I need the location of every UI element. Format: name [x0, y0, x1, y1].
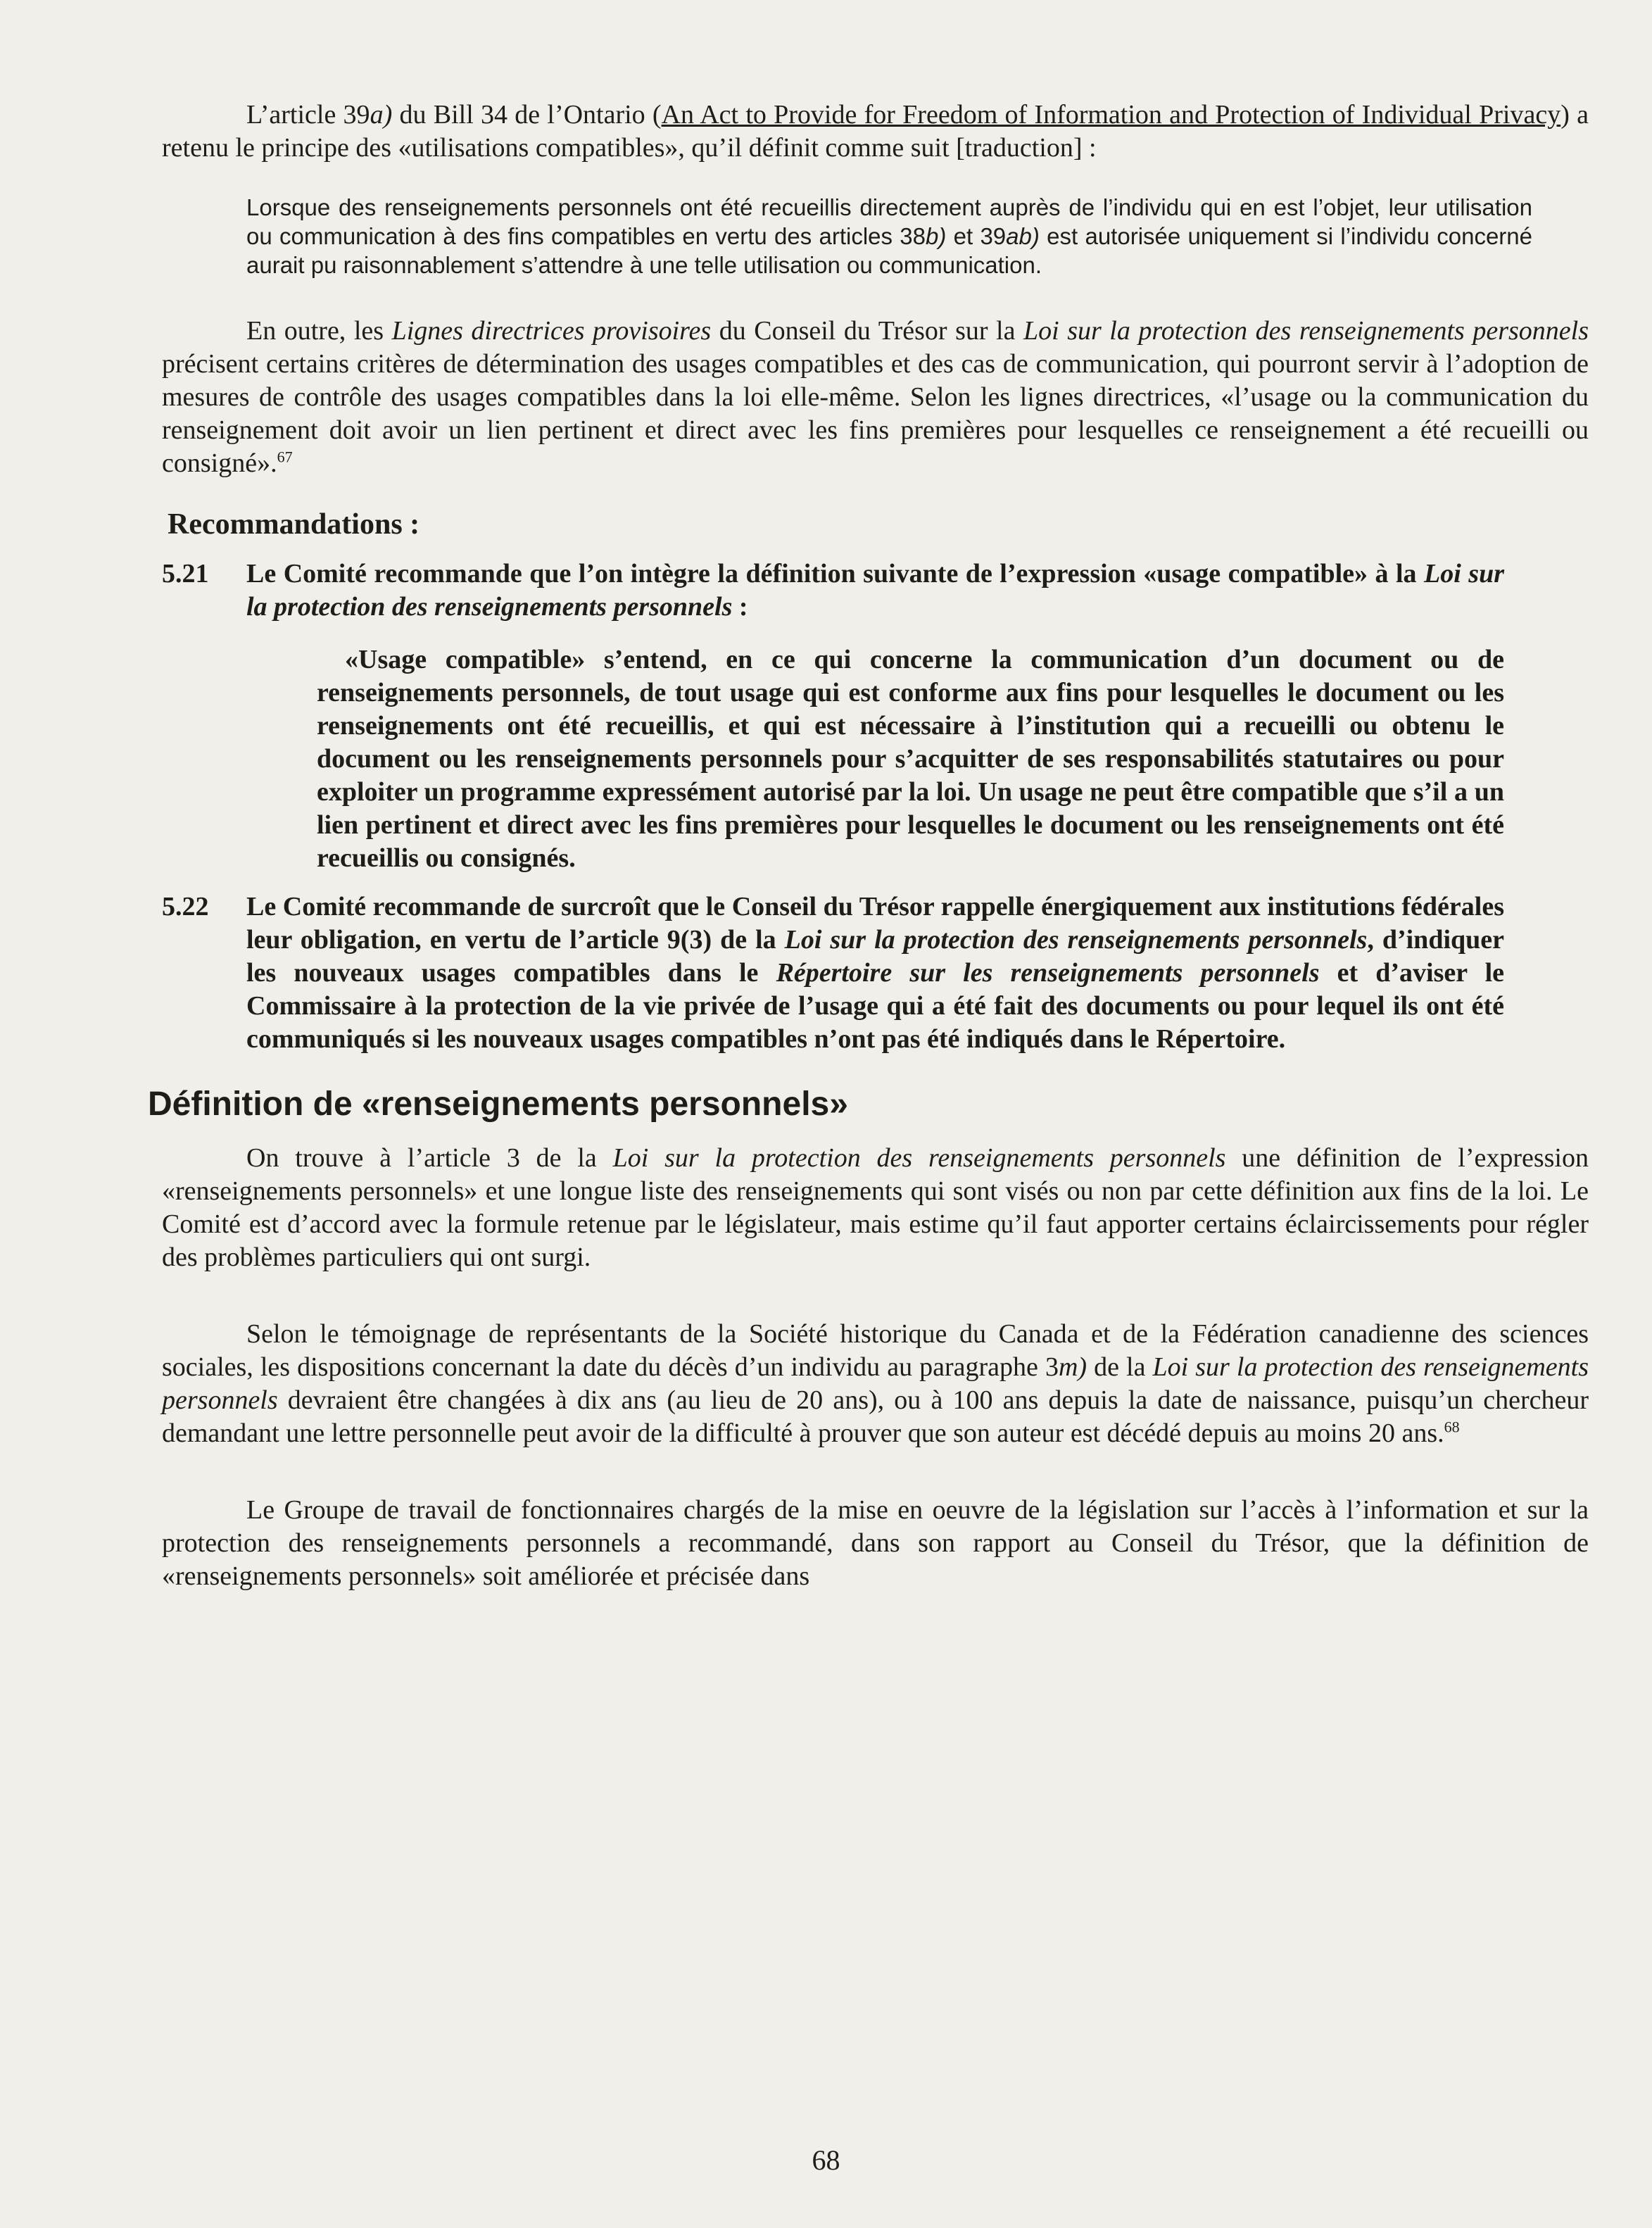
footnote-ref: 68 — [1444, 1418, 1460, 1436]
text: précisent certains critères de détermination des usages compatibles et des cas de communication, qui pourront servir à l’adoption de mesures de contrôle des usages compatibles dans la loi elle-même. Selon les lignes directrices, «l’usage ou la communication du renseignement doit avoir un lien pertinent et direct avec les fins premières pour lesquelles ce renseignement a été recueilli ou consigné». — [162, 349, 1589, 478]
text: de la — [1087, 1352, 1153, 1382]
block-quote-ontario — [246, 193, 1532, 279]
text: Répertoire sur les renseignements personnels — [776, 958, 1320, 988]
footnote-ref: 67 — [277, 448, 293, 466]
compatible-use-definition: «Usage compatible» s’entend, en ce qui concerne la communication d’un document ou de renseignements personnels, de tout usage qui est conforme aux fins pour lesquelles le document ou les renseignements ont été recueillis, et qui est nécessaire à l’institution qui a recueilli ou obtenu le document ou les renseignements personnels pour s’acquitter de ses responsabilités statutaires ou pour exploiter un programme expressément autorisé par la loi. Un usage ne peut être compatible que s’il a un lien pertinent et direct avec les fins premières pour lesquelles le document ou les renseignements ont été recueillis ou consignés. — [317, 645, 1504, 873]
bill-title: An Act to Provide for Freedom of Information and Protection of Individual Privacy — [661, 100, 1561, 130]
text: du Bill 34 de l’Ontario ( — [392, 100, 662, 130]
text: Loi sur la protection des renseignements personnels — [162, 1352, 1589, 1415]
recommendation-number: 5.22 — [162, 892, 209, 921]
recommendation-5-21 — [162, 558, 1589, 624]
text: et 39 — [946, 223, 1007, 249]
text: Lorsque des renseignements personnels ont été recueillis directement auprès de l’individu qui en est l’objet, leur utilisation ou communication à des fins compatibles en vertu des articles 38 — [246, 194, 1532, 249]
text: On trouve à l’article 3 de la — [246, 1143, 613, 1173]
text: Loi sur la protection des renseignements personnels — [784, 925, 1368, 955]
text: Loi sur la protection des renseignements personnels — [1023, 316, 1589, 346]
paragraph-guidelines — [162, 315, 1589, 480]
text: Selon le témoignage de représentants de la Société historique du Canada et de la Fédération canadienne des sciences sociales, les dispositions concernant la date du décès d’un individu au paragraphe 3 — [162, 1319, 1589, 1382]
text: Lignes directrices provisoires — [391, 316, 712, 346]
text: : — [732, 592, 748, 622]
recommendation-5-22 — [162, 890, 1589, 1056]
text: b) — [926, 223, 947, 249]
section-heading: Définition de «renseignements personnels» — [148, 1085, 848, 1123]
paragraph-working-group: Le Groupe de travail de fonctionnaires chargés de la mise en oeuvre de la législation sur l’accès à l’information et sur la protection des renseignements personnels a recommandé, dans son rapport au Conseil du Trésor, que la définition de «renseignements personnels» soit améliorée et précisée dans — [162, 1495, 1589, 1591]
recommendation-text — [246, 558, 1589, 624]
paragraph-historical-society — [162, 1318, 1589, 1450]
recommendation-number: 5.21 — [162, 559, 209, 589]
paragraph-definition — [162, 1142, 1589, 1274]
paragraph-ontario-bill — [162, 99, 1589, 165]
text: m) — [1058, 1352, 1087, 1382]
text: , d’indiquer les nouveaux usages compatibles dans le — [246, 925, 1505, 988]
text: ab) — [1006, 223, 1040, 249]
text: Le Comité recommande de surcroît que le Conseil du Trésor rappelle énergiquement aux institutions fédérales leur obligation, en vertu de l’article 9(3) de la — [246, 892, 1504, 955]
recommendations-heading: Recommandations : — [168, 508, 420, 541]
text: L’article 39 — [246, 100, 370, 130]
text: ) a retenu le principe des «utilisations compatibles», qu’il définit comme suit [traduction] : — [162, 100, 1589, 163]
text: Loi sur la protection des renseignements personnels — [612, 1143, 1226, 1173]
text: une définition de l’expression «renseignements personnels» et une longue liste des renseignements qui sont visés ou non par cette définition aux fins de la loi. Le Comité est d’accord avec la formule retenue par le législateur, mais estime qu’il faut apporter certains éclaircissements pour régler des problèmes particuliers qui ont surgi. — [162, 1143, 1589, 1272]
text: En outre, les — [246, 316, 392, 346]
text: du Conseil du Trésor sur la — [711, 316, 1023, 346]
text: devraient être changées à dix ans (au lieu de 20 ans), ou à 100 ans depuis la date de naissance, puisqu’un chercheur demandant une lettre personnelle peut avoir de la difficulté à prouver que son auteur est décédé depuis au moins 20 ans. — [162, 1385, 1589, 1448]
text: a) — [370, 100, 393, 130]
page-number: 68 — [812, 2144, 840, 2176]
text: est autorisée uniquement si l’individu concerné aurait pu raisonnablement s’attendre à une telle utilisation ou communication. — [246, 223, 1532, 278]
recommendation-text — [246, 890, 1589, 1056]
text: et d’aviser le Commissaire à la protection de la vie privée de l’usage qui a été fait des documents ou pour lequel ils ont été communiqués si les nouveaux usages compatibles n’ont pas été indiqués dans le Répertoire. — [246, 958, 1505, 1054]
text: Loi sur la protection des renseignements personnels — [246, 559, 1504, 622]
text: Le Comité recommande que l’on intègre la définition suivante de l’expression «usage compatible» à la — [246, 559, 1425, 589]
